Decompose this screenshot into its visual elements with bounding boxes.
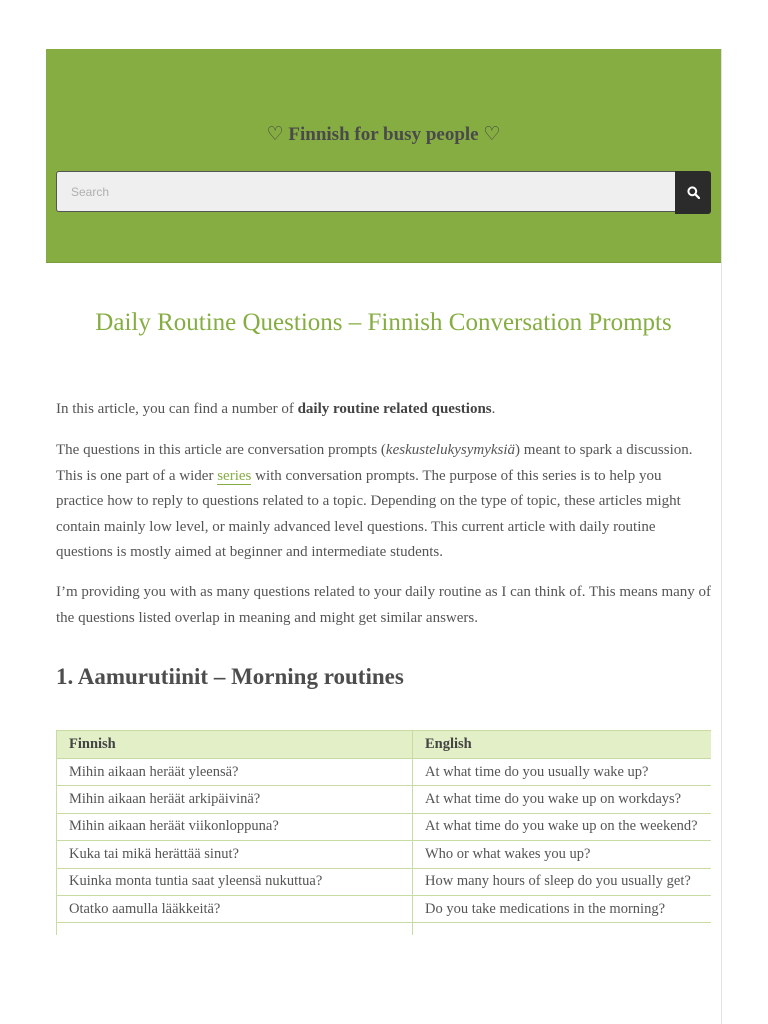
cell-english: How many hours of sleep do you usually get? bbox=[413, 868, 712, 895]
search-bar bbox=[56, 171, 711, 214]
table-row bbox=[57, 841, 712, 868]
column-header-finnish: Finnish bbox=[57, 731, 413, 759]
intro-paragraph bbox=[56, 397, 711, 423]
site-header bbox=[46, 49, 721, 263]
site-title-text: Finnish for busy people bbox=[288, 124, 479, 145]
cell-finnish: Mihin aikaan heräät viikonloppuna? bbox=[57, 813, 413, 840]
table-header-row bbox=[57, 731, 712, 759]
table-row bbox=[57, 813, 712, 840]
cell-finnish: Kuinka monta tuntia saat yleensä nukuttua? bbox=[57, 868, 413, 895]
cell-english bbox=[413, 923, 712, 935]
cell-english: At what time do you wake up on workdays? bbox=[413, 786, 712, 813]
page bbox=[46, 49, 722, 1024]
table-row bbox=[57, 759, 712, 786]
search-input[interactable] bbox=[56, 171, 675, 212]
cell-finnish: Otatko aamulla lääkkeitä? bbox=[57, 895, 413, 922]
cell-english: Who or what wakes you up? bbox=[413, 841, 712, 868]
heart-icon: ♡ bbox=[266, 124, 284, 145]
table-row bbox=[57, 895, 712, 922]
intro-bold-text: daily routine related questions bbox=[297, 401, 492, 417]
table-row bbox=[57, 786, 712, 813]
paragraph-text: ) meant to spark a discussion. This is one part of a wider bbox=[56, 442, 693, 484]
table-row bbox=[57, 923, 712, 935]
cell-finnish: Mihin aikaan heräät yleensä? bbox=[57, 759, 413, 786]
overview-paragraph: I’m providing you with as many questions related to your daily routine as I can think of. This means many of the questions listed overlap in meaning and might get similar answers. bbox=[56, 584, 712, 626]
column-header-english: English bbox=[413, 731, 712, 759]
table-scroll-container[interactable] bbox=[56, 730, 711, 935]
morning-routines-table bbox=[56, 730, 711, 935]
cell-finnish: Kuka tai mikä herättää sinut? bbox=[57, 841, 413, 868]
cell-english: At what time do you wake up on the weekend? bbox=[413, 813, 712, 840]
site-title[interactable] bbox=[46, 123, 721, 146]
section-heading-morning: 1. Aamurutiinit – Morning routines bbox=[56, 664, 404, 689]
article-title: Daily Routine Questions – Finnish Conversation Prompts bbox=[95, 309, 672, 336]
cell-english: At what time do you usually wake up? bbox=[413, 759, 712, 786]
paragraph-text: with conversation prompts. The purpose of this series is to help you practice how to reply to questions related to a topic. Depending on the type of topic, these articles might contain mainly low level, or mainly advanced level questions. This current article with daily routine questions is mostly aimed at beginner and intermediate students. bbox=[56, 467, 681, 560]
italic-term: keskustelukysymyksiä bbox=[385, 442, 516, 458]
intro-text-end: . bbox=[491, 401, 496, 417]
description-paragraph bbox=[56, 438, 711, 566]
intro-text: In this article, you can find a number of bbox=[56, 401, 298, 417]
cell-finnish bbox=[57, 923, 413, 935]
cell-finnish: Mihin aikaan heräät arkipäivinä? bbox=[57, 786, 413, 813]
table-row bbox=[57, 868, 712, 895]
series-link[interactable]: series bbox=[217, 467, 252, 484]
search-icon bbox=[687, 186, 700, 199]
heart-icon: ♡ bbox=[483, 124, 501, 145]
cell-english: Do you take medications in the morning? bbox=[413, 895, 712, 922]
paragraph-text: The questions in this article are conversation prompts ( bbox=[56, 442, 386, 458]
search-button[interactable] bbox=[675, 171, 711, 214]
